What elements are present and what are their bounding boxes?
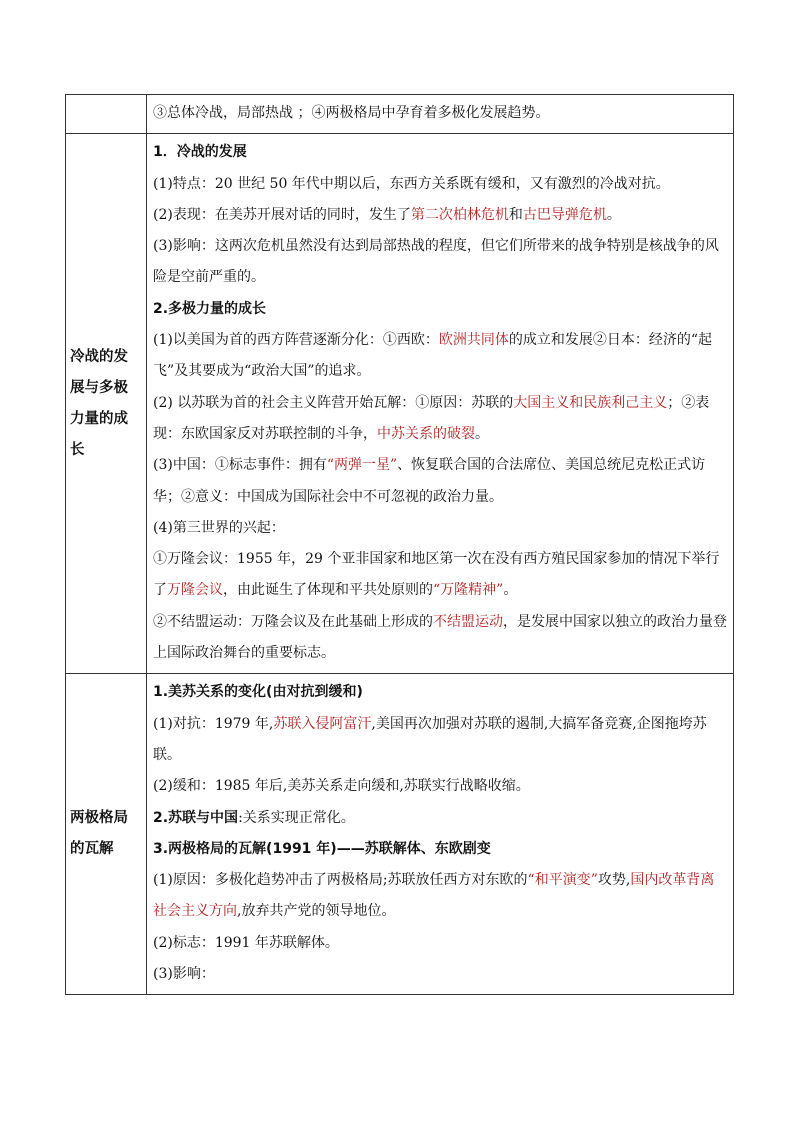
key-term: “万隆精神”: [433, 582, 504, 599]
text-span: (1)对抗：1979 年,: [153, 715, 274, 732]
text-span: ,美国再次加强对苏联的遏制,大搞军备竞赛,企图拖垮苏联。: [153, 715, 707, 763]
section-heading: 2.多极力量的成长: [153, 300, 267, 317]
text-span: ,放弃共产党的领导地位。: [237, 903, 396, 920]
text-span: 。: [606, 206, 621, 223]
text-line: [153, 388, 727, 451]
text-span: (3)中国：①标志事件：拥有: [153, 457, 327, 474]
topic-cell: [66, 134, 147, 674]
text-span: 和: [508, 206, 523, 223]
key-term: 不结盟运动: [433, 613, 503, 630]
text-span: (1)以美国为首的西方阵营逐渐分化：①西欧：: [153, 332, 439, 349]
text-span: 。: [503, 582, 518, 599]
topic-label-bipolar-collapse: 两极格局的瓦解: [70, 810, 128, 858]
topic-label-cold-war-development: 冷战的发展与多极力量的成长: [70, 348, 128, 458]
key-term: 欧洲共同体: [438, 332, 509, 349]
text-line: (3)影响：: [153, 966, 215, 983]
section-heading: 1．冷战的发展: [153, 144, 247, 161]
text-line: [153, 544, 727, 607]
text-line: [153, 200, 727, 231]
key-term: “两弹一星”: [326, 457, 398, 474]
text-span: ②不结盟运动：万隆会议及在此基础上形成的: [153, 613, 433, 630]
section-heading: 2.苏联与中国: [153, 809, 239, 826]
text-line: [153, 450, 727, 513]
text-span: :关系实现正常化。: [238, 809, 355, 826]
text-line: (1)特点：20 世纪 50 年代中期以后，东西方关系既有缓和，又有激烈的冷战对抗。: [153, 175, 670, 192]
text-line: (3)影响：这两次危机虽然没有达到局部热战的程度，但它们所带来的战争特别是核战争的风险是空前严重的。: [153, 238, 719, 286]
text-span: 、恢复联合国的合法席位、美国总统尼克松正式访华；②意义：中国成为国际社会中不可忽视的政治力量。: [153, 457, 706, 505]
text-line: [153, 803, 727, 834]
text-span: ；②表现：东欧国家反对苏联控制的斗争，: [153, 394, 710, 442]
study-notes-table: [65, 94, 734, 995]
key-term: 中苏关系的破裂: [377, 425, 475, 442]
topic-cell: [66, 674, 147, 995]
text-span: ，由此诞生了体现和平共处原则的: [223, 582, 433, 599]
text-span: (2) 以苏联为首的社会主义阵营开始瓦解：①原因：苏联的: [153, 394, 514, 411]
text-line: ③总体冷战，局部热战 ；④两极格局中孕育着多极化发展趋势。: [153, 105, 550, 121]
text-line: (2)缓和：1985 年后,美苏关系走向缓和,苏联实行战略收缩。: [153, 778, 530, 795]
text-span: (1)原因：多极化趋势冲击了两极格局;苏联放任西方对东欧的: [153, 872, 528, 889]
text-span: (2)表现：在美苏开展对话的同时，发生了: [153, 206, 411, 223]
text-line: [153, 865, 727, 928]
key-term: 国内改革背离社会主义方向: [153, 872, 715, 920]
text-span: 攻势,: [597, 872, 631, 889]
text-line: [153, 325, 727, 388]
section-heading: 1.美苏关系的变化(由对抗到缓和): [153, 684, 363, 701]
key-term: 古巴导弹危机: [522, 206, 607, 223]
key-term: 大国主义和民族利己主义: [513, 394, 668, 411]
section-heading: 3.两极格局的瓦解(1991 年)——苏联解体、东欧剧变: [153, 840, 491, 857]
text-line: [153, 709, 727, 772]
key-term: 第二次柏林危机: [410, 206, 509, 223]
content-cell: [147, 134, 734, 674]
table-row: [66, 95, 734, 134]
text-span: 。: [475, 425, 489, 442]
topic-cell: [66, 95, 147, 134]
content-cell: [147, 95, 734, 134]
key-term: 苏联入侵阿富汗: [273, 715, 372, 732]
text-line: [153, 607, 727, 670]
content-cell: [147, 674, 734, 995]
table-row: [66, 674, 734, 995]
text-span: ，是发展中国家以独立的政治力量登上国际政治舞台的重要标志。: [153, 613, 727, 662]
key-term: “和平演变”: [527, 872, 598, 889]
table-row: [66, 134, 734, 674]
text-span: 的成立和发展②日本：经济的“起飞”及其要成为“政治大国”的追求。: [153, 332, 713, 380]
text-span: ①万隆会议：1955 年，29 个亚非国家和地区第一次在没有西方殖民国家参加的情况下举行了: [153, 551, 720, 599]
text-line: (4)第三世界的兴起：: [153, 519, 285, 536]
text-line: (2)标志：1991 年苏联解体。: [153, 934, 339, 951]
key-term: 万隆会议: [167, 582, 223, 599]
